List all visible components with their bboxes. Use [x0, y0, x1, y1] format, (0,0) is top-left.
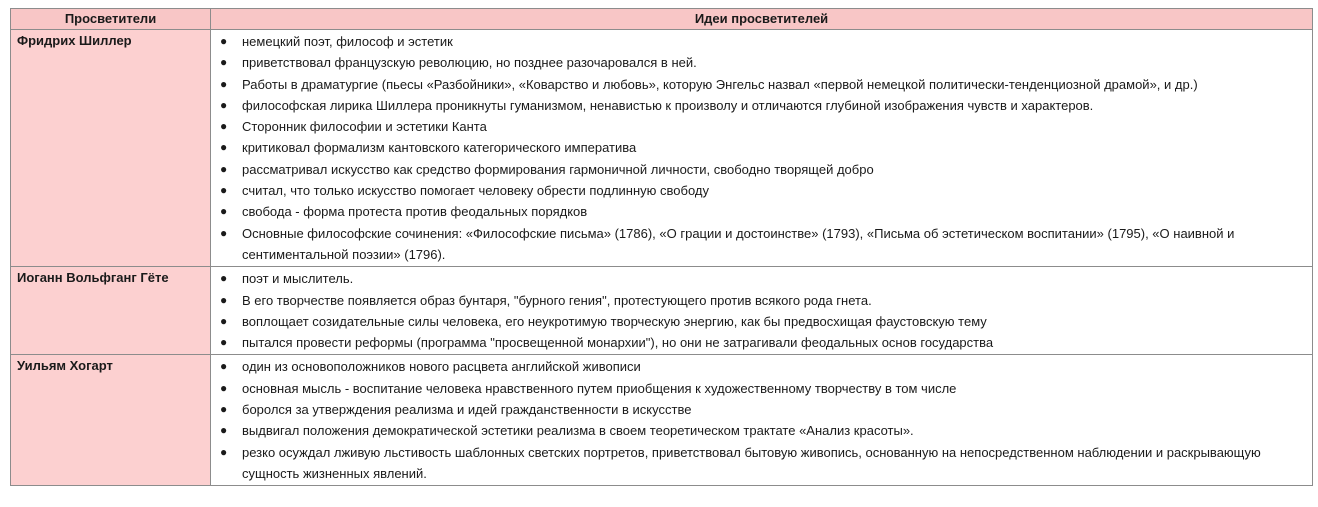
- bullet-icon: ●: [220, 271, 228, 286]
- list-item: [215, 399, 1284, 420]
- bullet-icon: ●: [220, 313, 228, 328]
- list-item: [215, 116, 1284, 137]
- list-item: [215, 31, 1284, 52]
- idea-text: один из основоположников нового расцвета английской живописи: [242, 359, 641, 375]
- list-item: [215, 137, 1284, 158]
- idea-text: Сторонник философии и эстетики Канта: [242, 119, 487, 135]
- idea-text: резко осуждал лживую льстивость шаблонных светских портретов, приветствовал бытовую живопись, основанную на непосредственном наблюдении и раскрывающую сущность жизненных явлений.: [242, 444, 1261, 481]
- idea-text: философская лирика Шиллера проникнуты гуманизмом, ненавистью к произволу и отличаются глубиной изображения чувств и характеров.: [242, 97, 1094, 113]
- enlightener-name-cell: [11, 355, 211, 486]
- idea-text: В его творчестве появляется образ бунтаря, "бурного гения", протестующего против всякого рода гнета.: [242, 292, 872, 308]
- ideas-cell: [211, 355, 1313, 486]
- list-item: [215, 378, 1284, 399]
- bullet-icon: ●: [220, 292, 228, 307]
- ideas-cell: [211, 267, 1313, 355]
- table-header-row: [11, 9, 1313, 30]
- bullet-icon: ●: [220, 402, 228, 417]
- enlightener-name-cell: [11, 267, 211, 355]
- list-item: [215, 332, 1284, 353]
- idea-text: выдвигал положения демократической эстетики реализма в своем теоретическом трактате «Анализ красоты».: [242, 423, 914, 439]
- idea-text: Работы в драматургие (пьесы «Разбойники», «Коварство и любовь», которую Энгельс назвал «первой немецкой политически-тенденциозной драмой», и др.): [242, 76, 1198, 92]
- table-row: [11, 267, 1313, 355]
- ideas-list: [215, 356, 1284, 484]
- ideas-cell: [211, 30, 1313, 267]
- list-item: [215, 180, 1284, 201]
- idea-text: воплощает созидательные силы человека, его неукротимую творческую энергию, как бы предвосхищая фаустовскую тему: [242, 313, 987, 329]
- list-item: [215, 95, 1284, 116]
- bullet-icon: ●: [220, 140, 228, 155]
- list-item: [215, 159, 1284, 180]
- idea-text: боролся за утверждения реализма и идей гражданственности в искусстве: [242, 402, 692, 418]
- bullet-icon: ●: [220, 204, 228, 219]
- list-item: [215, 442, 1284, 485]
- idea-text: пытался провести реформы (программа "просвещенной монархии"), но они не затрагивали феодальных основ государства: [242, 335, 994, 351]
- list-item: [215, 223, 1284, 266]
- ideas-list: [215, 268, 1284, 353]
- enlightener-name: Иоганн Вольфганг Гёте: [17, 270, 169, 286]
- bullet-icon: ●: [220, 423, 228, 438]
- list-item: [215, 356, 1284, 377]
- list-item: [215, 290, 1284, 311]
- idea-text: рассматривал искусство как средство формирования гармоничной личности, свободно творящей добро: [242, 161, 874, 177]
- table-row: [11, 30, 1313, 267]
- bullet-icon: ●: [220, 359, 228, 374]
- enlightener-name: Фридрих Шиллер: [17, 33, 132, 48]
- idea-text: считал, что только искусство помогает человеку обрести подлинную свободу: [242, 183, 709, 199]
- column-header-ideas: Идеи просветителей: [211, 9, 1313, 30]
- list-item: [215, 420, 1284, 441]
- enlightener-name-cell: [11, 30, 211, 267]
- idea-text: основная мысль - воспитание человека нравственного путем приобщения к художественному творчеству в том числе: [242, 380, 957, 396]
- ideas-list: [215, 31, 1284, 265]
- enlightenment-table-wrapper: [10, 8, 1312, 486]
- idea-text: поэт и мыслитель.: [242, 271, 354, 287]
- column-header-enlighteners: Просветители: [11, 9, 211, 30]
- idea-text: приветствовал французскую революцию, но позднее разочаровался в ней.: [242, 55, 697, 71]
- list-item: [215, 74, 1284, 95]
- idea-text: критиковал формализм кантовского категорического императива: [242, 140, 637, 156]
- bullet-icon: ●: [220, 183, 228, 198]
- enlightener-name: Уильям Хогарт: [17, 358, 113, 374]
- idea-text: немецкий поэт, философ и эстетик: [242, 34, 453, 49]
- table-row: [11, 355, 1313, 486]
- bullet-icon: ●: [220, 34, 228, 48]
- idea-text: Основные философские сочинения: «Философские письма» (1786), «О грации и достоинстве» (1793), «Письма об эстетическом воспитании» (1795), «О наивной и сентиментальной поэзии» (1796).: [242, 225, 1235, 262]
- bullet-icon: ●: [220, 76, 228, 91]
- bullet-icon: ●: [220, 225, 228, 240]
- bullet-icon: ●: [220, 380, 228, 395]
- list-item: [215, 268, 1284, 289]
- idea-text: свобода - форма протеста против феодальных порядков: [242, 204, 588, 220]
- enlightenment-table: [10, 8, 1313, 486]
- list-item: [215, 52, 1284, 73]
- bullet-icon: ●: [220, 97, 228, 112]
- bullet-icon: ●: [220, 335, 228, 350]
- bullet-icon: ●: [220, 161, 228, 176]
- bullet-icon: ●: [220, 55, 228, 70]
- list-item: [215, 201, 1284, 222]
- table-body: [11, 30, 1313, 486]
- bullet-icon: ●: [220, 119, 228, 134]
- list-item: [215, 311, 1284, 332]
- bullet-icon: ●: [220, 444, 228, 459]
